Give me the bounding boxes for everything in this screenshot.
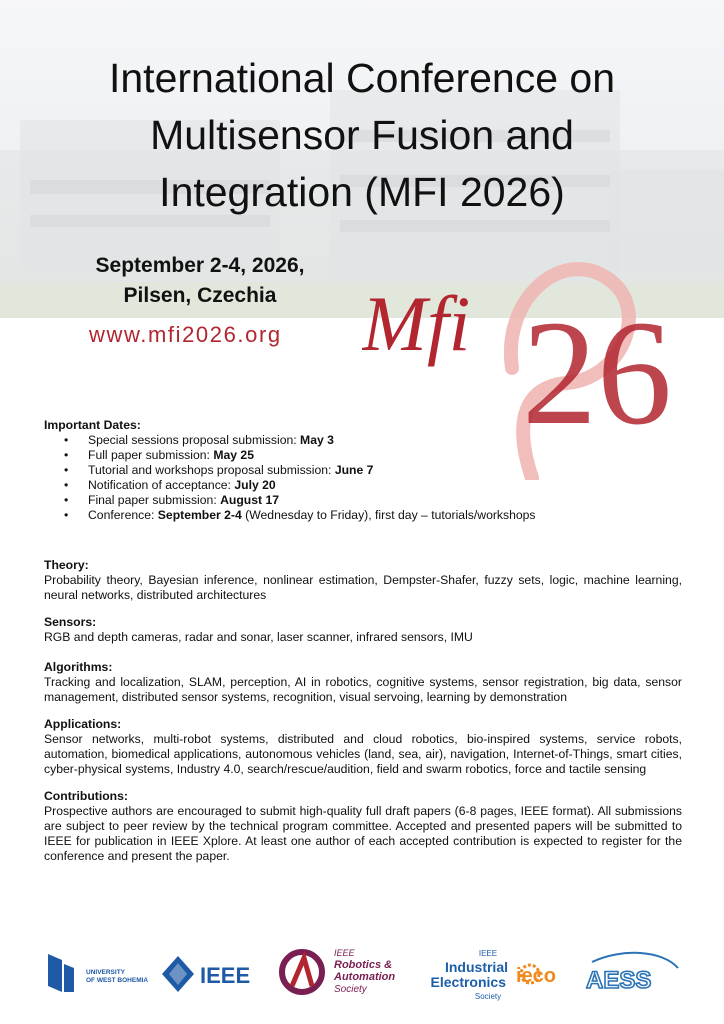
- ieee-logo: [160, 954, 256, 994]
- section-text: Sensor networks, multi-robot systems, distributed and cloud robotics, bio-inspired systems, service robots, automation, biomedical applications, autonomous vehicles (land, sea, air), navigation, Internet-of-Things, smart cities, cyber-physical systems, Industry 4.0, search/rescue/audition, field and swarm robotics, force and tactile sensing: [44, 732, 682, 776]
- list-item: • Tutorial and workshops proposal submission: June 7: [44, 463, 682, 478]
- aess-logo: [582, 948, 682, 998]
- section-heading: Applications:: [44, 717, 122, 731]
- list-item: • Final paper submission: August 17: [44, 493, 682, 508]
- location-line: Pilsen, Czechia: [123, 284, 277, 307]
- date-location: [80, 251, 320, 311]
- website-link[interactable]: www.mfi2026.org: [89, 322, 282, 347]
- title-line-3: Integration (MFI 2026): [159, 169, 565, 215]
- title-line-1: International Conference on: [108, 55, 615, 101]
- svg-text:Industrial: Industrial: [444, 959, 508, 975]
- section-text: Prospective authors are encouraged to submit high-quality full draft papers (6-8 pages, IEEE format). All submissions are subject to peer review by the technical program committee. Accepted and presented papers will be submitted to IEEE for publication in IEEE Xplore. At least one author of each accepted contribution is expected to register for the conference and present the paper.: [44, 804, 682, 863]
- svg-text:IEEE: IEEE: [200, 963, 251, 988]
- section-contributions: [44, 789, 682, 864]
- conference-title: [0, 50, 724, 221]
- svg-text:IEEE: IEEE: [478, 949, 498, 958]
- list-item: • Notification of acceptance: July 20: [44, 478, 682, 493]
- logo-mfi: Mfi: [362, 280, 471, 367]
- svg-text:Automation: Automation: [334, 971, 396, 983]
- list-item: • Full paper submission: May 25: [44, 448, 682, 463]
- section-heading: Algorithms:: [44, 660, 113, 674]
- svg-text:ieco: ieco: [516, 965, 557, 987]
- list-item: • Conference: September 2-4 (Wednesday to Friday), first day – tutorials/workshops: [44, 508, 682, 523]
- svg-text:Robotics &: Robotics &: [334, 959, 393, 971]
- svg-text:IEEE: IEEE: [334, 948, 355, 958]
- svg-text:Electronics: Electronics: [430, 974, 506, 990]
- svg-text:Society: Society: [334, 984, 367, 995]
- uwb-logo: [44, 950, 154, 996]
- section-algorithms: [44, 660, 682, 705]
- dates-heading: Important Dates:: [44, 418, 141, 432]
- svg-text:AESS: AESS: [586, 967, 652, 994]
- section-text: Tracking and localization, SLAM, perception, AI in robotics, cognitive systems, sensor registration, big data, sensor management, distributed sensor systems, recognition, visual servoing, learning by demonstration: [44, 675, 682, 704]
- ies-logo: [420, 946, 510, 1002]
- section-heading: Contributions:: [44, 789, 128, 803]
- section-sensors: [44, 615, 682, 645]
- section-heading: Theory:: [44, 558, 89, 572]
- important-dates: [44, 418, 682, 523]
- title-line-2: Multisensor Fusion and: [150, 112, 574, 158]
- section-text: Probability theory, Bayesian inference, nonlinear estimation, Dempster-Shafer, fuzzy sets, logic, machine learning, neural networks, distributed architectures: [44, 573, 682, 602]
- ieco-logo: [512, 954, 572, 994]
- section-heading: Sensors:: [44, 615, 97, 629]
- section-theory: [44, 558, 682, 603]
- section-applications: [44, 717, 682, 777]
- list-item: • Special sessions proposal submission: May 3: [44, 433, 682, 448]
- svg-text:Society: Society: [474, 992, 502, 1001]
- sponsor-logos: [0, 944, 724, 1004]
- section-text: RGB and depth cameras, radar and sonar, laser scanner, infrared sensors, IMU: [44, 630, 473, 644]
- dates-list: [44, 433, 682, 523]
- svg-text:OF WEST BOHEMIA: OF WEST BOHEMIA: [86, 977, 149, 984]
- ras-logo: [278, 946, 406, 998]
- date-line: September 2-4, 2026,: [95, 254, 305, 277]
- logo-year: 26: [522, 290, 672, 456]
- svg-text:UNIVERSITY: UNIVERSITY: [86, 969, 126, 976]
